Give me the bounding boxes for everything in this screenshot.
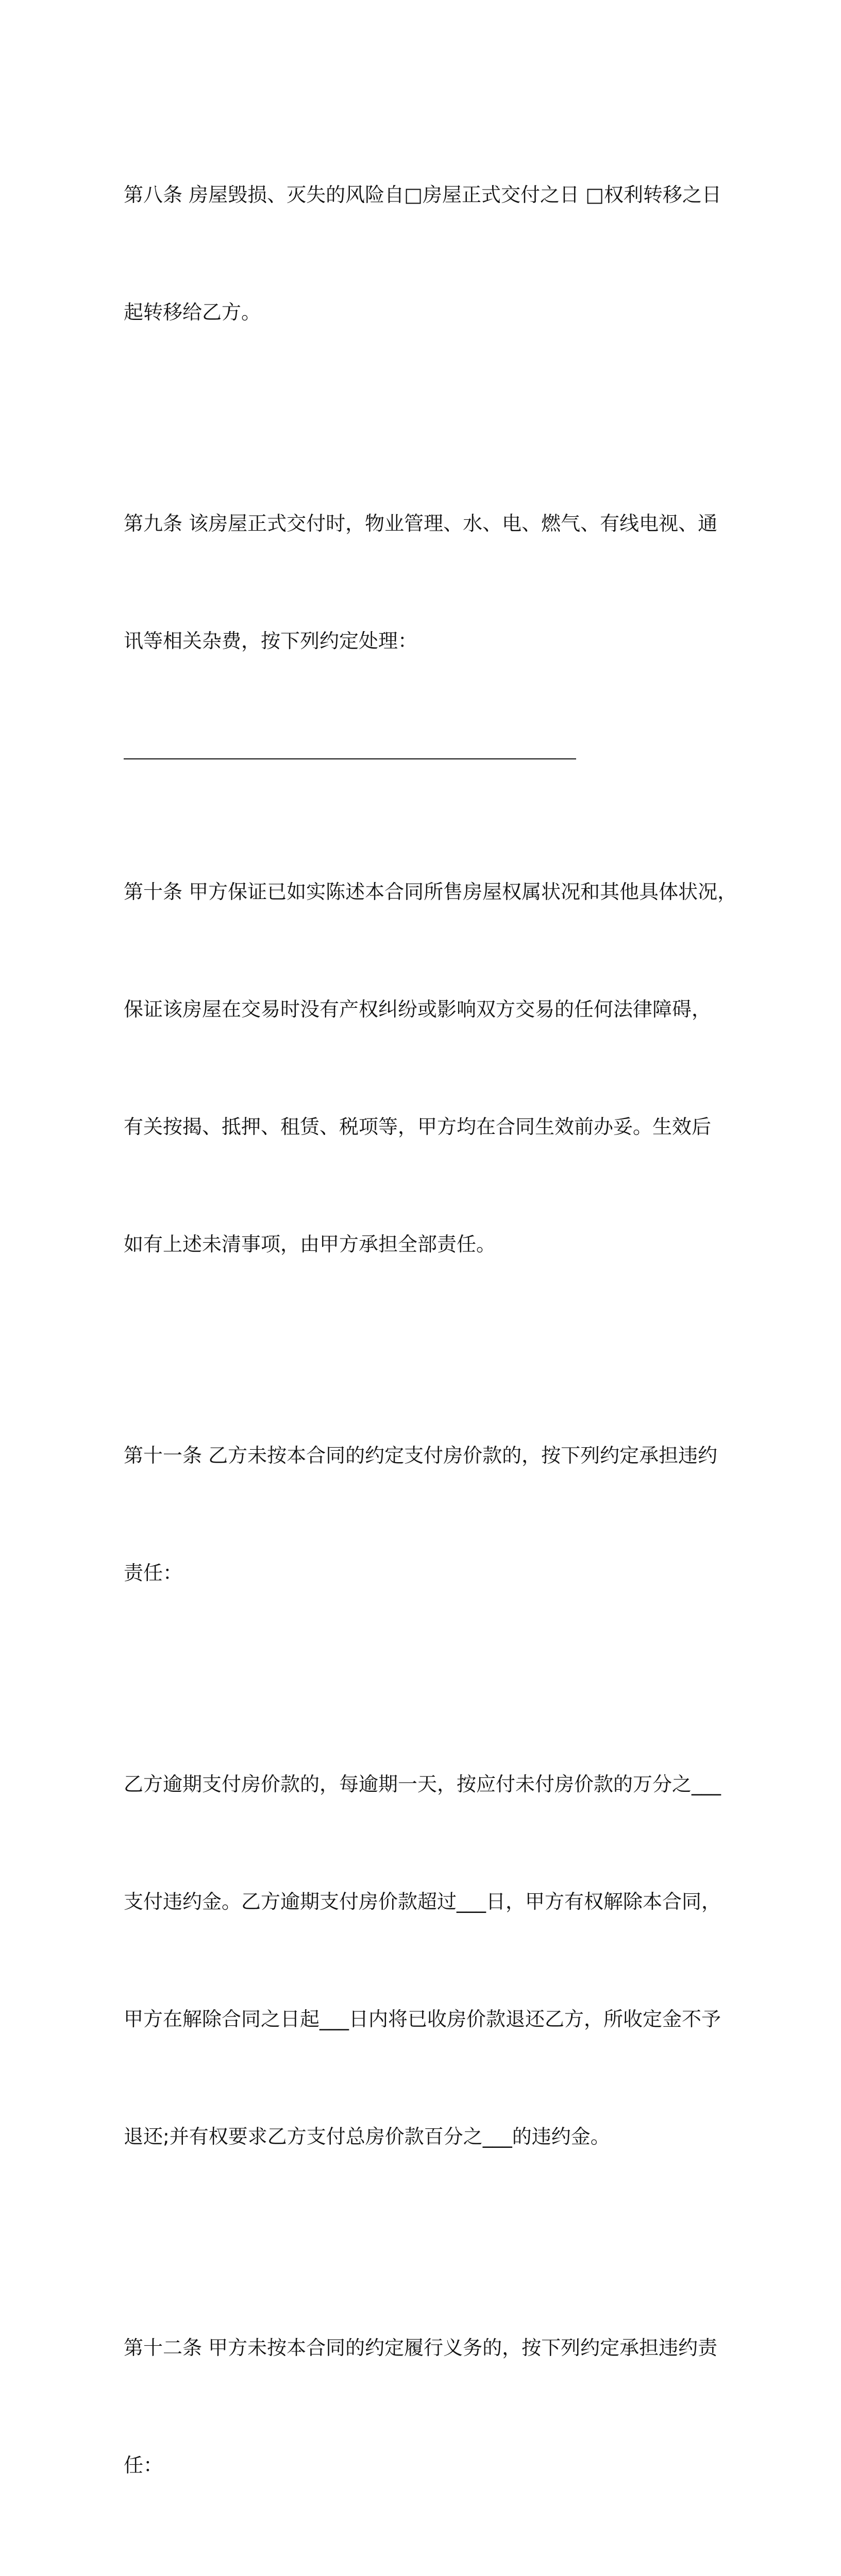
text-line: 第十二条 甲方未按本合同的约定履行义务的，按下列约定承担违约责 — [124, 2336, 718, 2359]
text-line: 退还;并有权要求乙方支付总房价款百分之___的违约金。 — [124, 2125, 610, 2148]
text-line: 责任： — [124, 1562, 183, 1584]
text-line: 保证该房屋在交易时没有产权纠纷或影响双方交易的任何法律障碍， — [124, 998, 712, 1021]
blank-fill-line — [124, 758, 576, 759]
text-line: 有关按揭、抵押、租赁、税项等，甲方均在合同生效前办妥。生效后 — [124, 1115, 712, 1138]
article-10 — [124, 794, 737, 1342]
article-11-detail — [124, 1686, 721, 2234]
text-line: 第十一条 乙方未按本合同的约定支付房价款的，按下列约定承担违约 — [124, 1444, 718, 1467]
text-line: 甲方在解除合同之日起___日内将已收房价款退还乙方，所收定金不予 — [124, 2008, 721, 2030]
article-12 — [124, 2250, 721, 2563]
article-11 — [124, 1358, 721, 1671]
text-line: 任： — [124, 2454, 163, 2477]
article-9 — [124, 426, 721, 739]
article-8 — [124, 97, 721, 410]
document-page — [124, 97, 737, 2576]
text-line: 第九条 该房屋正式交付时，物业管理、水、电、燃气、有线电视、通 — [124, 512, 718, 535]
text-line: 第十条 甲方保证已如实陈述本合同所售房屋权属状况和其他具体状况， — [124, 880, 737, 903]
text-line: 起转移给乙方。 — [124, 301, 261, 324]
text-line: 讯等相关杂费，按下列约定处理： — [124, 630, 418, 652]
text-line: 支付违约金。乙方逾期支付房价款超过___日，甲方有权解除本合同， — [124, 1890, 721, 1913]
text-line: 第八条 房屋毁损、灭失的风险自□房屋正式交付之日 □权利转移之日 — [124, 183, 721, 206]
text-line: 乙方逾期支付房价款的，每逾期一天，按应付未付房价款的万分之___ — [124, 1773, 721, 1795]
text-line: 如有上述未清事项，由甲方承担全部责任。 — [124, 1233, 496, 1256]
